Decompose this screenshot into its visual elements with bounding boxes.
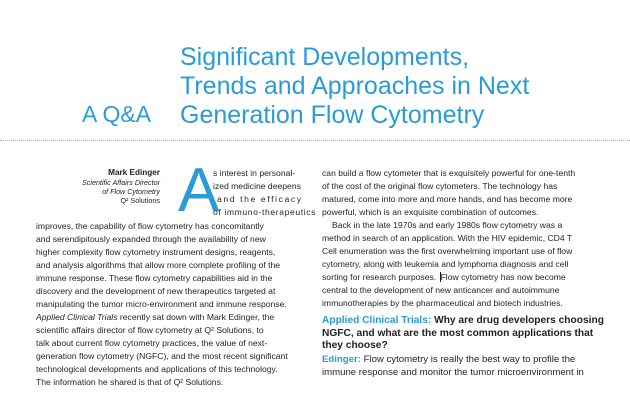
author-title-line: of Flow Cytometry — [102, 187, 160, 196]
question-label: Applied Clinical Trials: — [322, 315, 432, 326]
text-fragment: Flow cytometry is really the best way to profile the — [360, 353, 576, 365]
question — [322, 315, 602, 353]
text-line: of the cost of the original flow cytometers. The technology has — [322, 181, 558, 191]
text-line: Cell enumeration was the first overwhelming important use of flow — [322, 246, 573, 256]
text-line: method in search of an application. With the HIV epidemic, CD4 T — [322, 233, 573, 243]
text-fragment: sorting for research purposes. — [322, 272, 439, 282]
text-line: central to the development of new anticancer and autoimmune — [322, 285, 560, 295]
text-line: powerful, which is an exquisite combination of outcomes. — [322, 207, 539, 217]
title-line: Significant Developments, — [180, 43, 470, 71]
header-divider — [0, 140, 630, 141]
text-line: The information he shared is that of Q² Solutions. — [36, 377, 224, 387]
qa-label: A Q&A — [82, 101, 152, 127]
text-line: immune response. These flow cytometry capabilities aid in the — [36, 273, 273, 283]
text-line: scientific affairs director of flow cytometry at Q² Solutions, to — [36, 325, 264, 335]
text-line: manipulating the tumor micro-environment and immune response. — [36, 299, 287, 309]
author-byline — [82, 168, 160, 205]
article-title — [180, 43, 529, 130]
text-line: and the efficacy — [217, 194, 303, 204]
text-line — [322, 271, 602, 284]
intro-paragraph — [36, 220, 316, 389]
text-line: they choose? — [322, 340, 388, 351]
text-line: immune response and monitor the tumor microenvironment in — [322, 366, 584, 378]
text-line: and analysis algorithms that allow more complete profiling of the — [36, 260, 281, 270]
text-line: higher complexity flow cytometry instrument designs, reagents, — [36, 247, 276, 257]
intro-wrap-text — [213, 167, 316, 219]
text-line: generation flow cytometry (NGFC), and the most recent significant — [36, 351, 288, 361]
answer-label: Edinger: — [322, 353, 361, 365]
text-line: technological developments and applications of this technology. — [36, 364, 278, 374]
text-line — [322, 315, 602, 328]
text-line — [322, 353, 602, 366]
second-column — [322, 167, 602, 379]
paragraph — [322, 219, 602, 310]
paragraph — [322, 167, 602, 219]
author-name: Mark Edinger — [108, 168, 160, 177]
drop-cap: A — [178, 156, 220, 225]
title-line: Generation Flow Cytometry — [180, 101, 485, 129]
publication-name: Applied Clinical Trials — [36, 312, 118, 322]
text-line: NGFC, and what are the most common applications that — [322, 327, 594, 339]
text-line: discovery and the development of new therapeutics targeted at — [36, 286, 276, 296]
title-line: Trends and Approaches in Next — [180, 72, 530, 100]
text-fragment: recently sat down with Mark Edinger, the — [117, 312, 275, 322]
text-line: cytometry, along with leukemia and lymphoma diagnosis and cell — [322, 259, 569, 269]
text-line: talk about current flow cytometry practices, the value of next- — [36, 338, 268, 348]
text-line: and serendipitously expanded through the availability of new — [36, 234, 266, 244]
text-line: matured, come into more and more hands, and has become more — [322, 194, 573, 204]
text-line — [36, 311, 316, 324]
text-fragment: Why are drug developers choosing — [431, 315, 604, 326]
author-company: Q² Solutions — [120, 196, 160, 205]
text-line: of immuno-therapeutics — [213, 207, 316, 217]
text-fragment: Flow cytometry has now become — [440, 272, 566, 282]
answer — [322, 353, 602, 379]
text-line: s interest in personal- — [213, 168, 296, 178]
author-title-line: Scientific Affairs Director — [81, 178, 160, 187]
text-line: can build a flow cytometer that is exquisitely powerful for one-tenth — [322, 168, 576, 178]
text-line: immunotherapies by the pharmaceutical and biotech industries. — [322, 298, 563, 308]
text-line: ized medicine deepens — [213, 181, 301, 191]
text-line: improves, the capability of flow cytometry has concomitantly — [36, 221, 264, 231]
text-line: Back in the late 1970s and early 1980s flow cytometry was a — [332, 220, 563, 230]
